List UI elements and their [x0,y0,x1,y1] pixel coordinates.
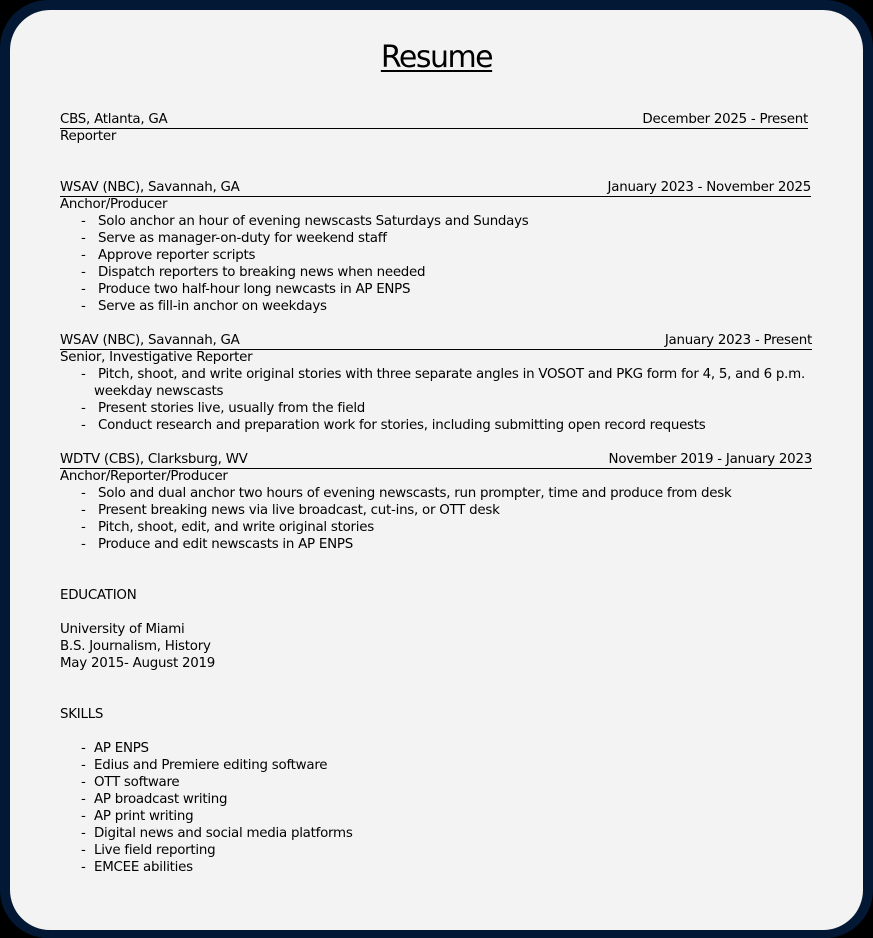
position: Anchor/Producer [60,197,168,212]
bullet-text: Solo and dual anchor two hours of evening newscasts, run prompter, time and produce from desk [98,486,732,501]
bullet-text: Present breaking news via live broadcast, cut-ins, or OTT desk [98,503,500,518]
job-header-wsav-reporter [60,332,812,350]
dash-bullet-icon: - [81,231,86,246]
job-header-wdtv [60,451,812,469]
dash-bullet-icon: - [81,503,86,518]
dash-bullet-icon: - [81,401,86,416]
position: Reporter [60,129,117,144]
list-item [80,536,732,553]
skill-text: EMCEE abilities [94,860,193,875]
dash-bullet-icon: - [81,418,86,433]
employer: WSAV (NBC), Savannah, GA [60,180,240,195]
list-item [80,757,353,774]
list-item [80,400,805,417]
bullet-text: Dispatch reporters to breaking news when needed [98,265,426,280]
list-item [80,740,353,757]
dash-bullet-icon: - [81,214,86,229]
list-item [80,417,805,434]
skill-text: Live field reporting [94,843,216,858]
dash-bullet-icon: - [81,860,86,875]
bullet-text: Present stories live, usually from the field [98,401,366,416]
bullet-text: Serve as fill-in anchor on weekdays [98,299,327,314]
list-item [80,298,529,315]
list-item [80,825,353,842]
dash-bullet-icon: - [81,367,86,382]
skill-text: Digital news and social media platforms [94,826,353,841]
bullet-text: Produce two half-hour long newcasts in AP ENPS [98,282,411,297]
job-bullets-wsav-reporter [80,366,805,434]
dash-bullet-icon: - [81,792,86,807]
list-item [80,808,353,825]
bullet-text: Serve as manager-on-duty for weekend staff [98,231,387,246]
education-school: University of Miami [60,622,185,637]
education-heading: EDUCATION [60,588,137,603]
list-item [80,502,732,519]
skill-text: AP ENPS [94,741,149,756]
skill-text: Edius and Premiere editing software [94,758,328,773]
job-header-wsav-anchor [60,179,811,197]
position: Anchor/Reporter/Producer [60,469,228,484]
dash-bullet-icon: - [81,826,86,841]
dash-bullet-icon: - [81,282,86,297]
resume-page [10,10,863,930]
bullet-text: weekday newscasts [94,384,224,399]
job-bullets-wdtv [80,485,732,553]
education-dates: May 2015- August 2019 [60,656,216,671]
dash-bullet-icon: - [81,809,86,824]
job-bullets-wsav-anchor [80,213,529,315]
list-item [80,230,529,247]
list-item-continuation [80,383,805,400]
dash-bullet-icon: - [81,758,86,773]
list-item [80,859,353,876]
dash-bullet-icon: - [81,299,86,314]
list-item [80,281,529,298]
employer: WDTV (CBS), Clarksburg, WV [60,452,248,467]
dash-bullet-icon: - [81,775,86,790]
list-item [80,213,529,230]
page-title [10,38,863,78]
job-header-cbs-atlanta [60,111,808,129]
list-item [80,485,732,502]
position: Senior, Investigative Reporter [60,350,253,365]
education-degree: B.S. Journalism, History [60,639,211,654]
list-item [80,264,529,281]
dash-bullet-icon: - [81,741,86,756]
dates: January 2023 - Present [664,333,812,348]
skill-text: AP broadcast writing [94,792,228,807]
bullet-text: Pitch, shoot, edit, and write original stories [98,520,374,535]
bullet-text: Conduct research and preparation work for stories, including submitting open record requests [98,418,706,433]
employer: CBS, Atlanta, GA [60,112,168,127]
list-item [80,519,732,536]
skill-text: AP print writing [94,809,194,824]
bullet-text: Pitch, shoot, and write original stories with three separate angles in VOSOT and PKG form for 4, 5, and 6 p.m. [98,367,805,382]
skills-heading: SKILLS [60,707,104,722]
dash-bullet-icon: - [81,248,86,263]
dates: November 2019 - January 2023 [608,452,812,467]
dates: December 2025 - Present [642,112,808,127]
list-item [80,842,353,859]
title-text: Resume [380,40,493,75]
dash-bullet-icon: - [81,537,86,552]
bullet-text: Approve reporter scripts [98,248,256,263]
bullet-text: Produce and edit newscasts in AP ENPS [98,537,353,552]
dates: January 2023 - November 2025 [607,180,811,195]
dash-bullet-icon: - [81,520,86,535]
employer: WSAV (NBC), Savannah, GA [60,333,240,348]
bullet-text: Solo anchor an hour of evening newscasts Saturdays and Sundays [98,214,529,229]
dash-bullet-icon: - [81,486,86,501]
dash-bullet-icon: - [81,265,86,280]
dash-bullet-icon: - [81,843,86,858]
skills-list [80,740,353,876]
list-item [80,791,353,808]
list-item [80,774,353,791]
skill-text: OTT software [94,775,180,790]
list-item [80,247,529,264]
list-item [80,366,805,383]
